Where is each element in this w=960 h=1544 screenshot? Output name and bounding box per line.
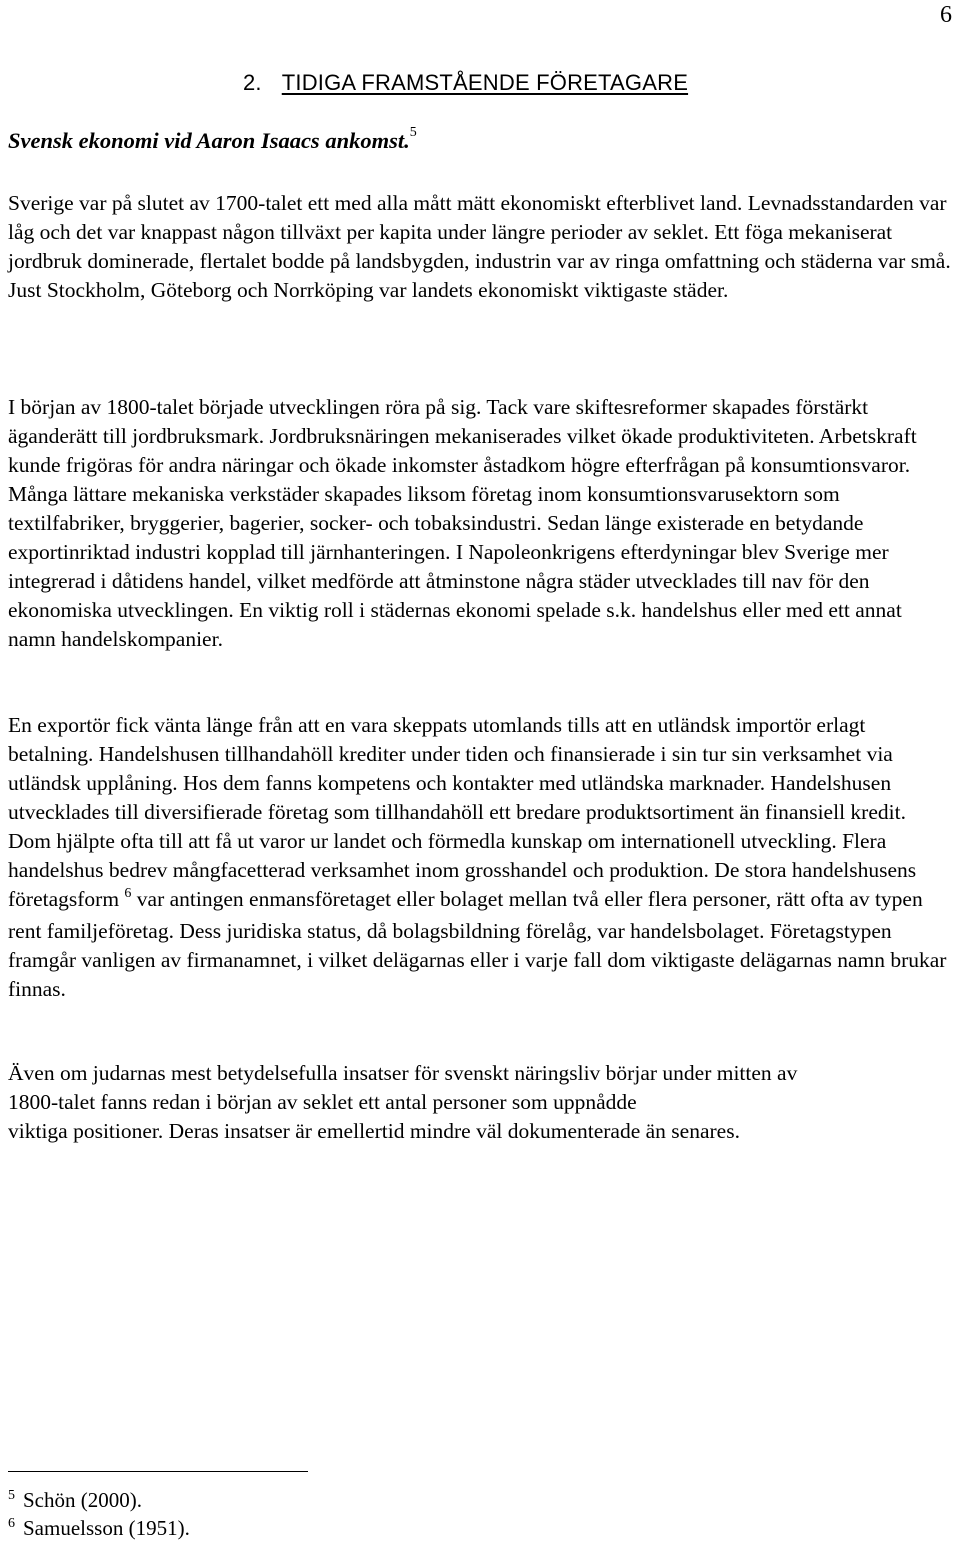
footnote-6-mark: 6 [8, 1516, 15, 1531]
paragraph-4 [8, 1059, 952, 1146]
footnote-ref-6[interactable]: 6 [124, 886, 132, 901]
paragraph-4-line-2: 1800-talet fanns redan i början av seklet ett antal personer som uppnådde [8, 1090, 637, 1114]
footnote-5 [8, 1488, 142, 1516]
paragraph-2: I början av 1800-talet började utvecklingen röra på sig. Tack vare skiftesreformer skapades förstärkt äganderätt till jordbruksmark. Jordbruksnäringen mekaniserades vilket ökade produktiviteten. Arbetskraft kunde frigöras för andra näringar och ökade inkomster åstadkom högre efterfrågan på konsumtionsvaror. Många lättare mekaniska verkstäder skapades liksom företag inom konsumtionsvarusektorn som textilfabriker, bryggerier, bagerier, socker- och tobaksindustri. Sedan länge existerade en betydande exportinriktad industri kopplad till järnhanteringen. I Napoleonkrigens efterdyningar blev Sverige mer integrerad i dåtidens handel, vilket medförde att åtminstone några städer utvecklades till nav för den ekonomiska utvecklingen. En viktig roll i städernas ekonomi spelade s.k. handelshus eller med ett annat namn handelskompanier. [8, 395, 917, 651]
footnote-5-text: Schön (2000). [23, 1488, 142, 1512]
section-title: Svensk ekonomi vid Aaron Isaacs ankomst. [8, 128, 410, 153]
footnote-ref-5[interactable]: 5 [409, 124, 417, 140]
paragraph-3-text-before: En exportör fick vänta länge från att en vara skeppats utomlands tills att en utländsk importör erlagt betalning. Handelshusen tillhandahöll krediter under tiden och finansierade i sin tur sin verksamhet via utländsk upplåning. Hos dem fanns kompetens och kontakter med utländska marknader. Handelshusen utvecklades till diversifierade företag som tillhandahöll ett bredare produktsortiment än finansiell kredit. Dom hjälpte ofta till att få ut varor ur landet och förmedla kunskap om internationell utveckling. Flera handelshus bedrev mångfacetterad verksamhet inom grosshandel och produktion. De stora handelshusens företagsform [8, 713, 917, 911]
paragraph-3 [8, 711, 952, 1004]
paragraph-3-text-after: var antingen enmansföretaget eller bolaget mellan två eller flera personer, rätt ofta av typen rent familjeföretag. Dess juridiska status, då bolagsbildning förelåg, var handelsbolaget. Företagstypen framgår vanligen av firmanamnet, i vilket delägarnas eller i varje fall dom viktigaste delägarnas namn brukar finnas. [8, 887, 947, 1001]
chapter-number: 2. [243, 70, 262, 95]
footnote-6 [8, 1516, 190, 1544]
footnote-6-text: Samuelsson (1951). [23, 1516, 190, 1540]
page-number: 6 [940, 2, 952, 28]
section-heading [8, 124, 417, 154]
paragraph-1: Sverige var på slutet av 1700-talet ett med alla mått mätt ekonomiskt efterblivet land. Levnadsstandarden var låg och det var knappast någon tillväxt per kapita under längre perioder av seklet. Ett föga mekaniserat jordbruk dominerade, flertalet bodde på landsbygden, industrin var av ringa omfattning och städerna var små. Just Stockholm, Göteborg och Norrköping var landets ekonomiskt viktigaste städer. [8, 191, 951, 302]
paragraph-4-line-1: Även om judarnas mest betydelsefulla insatser för svenskt näringsliv börjar under mitten av [8, 1061, 798, 1085]
footnote-separator [8, 1471, 308, 1472]
chapter-heading [243, 70, 688, 96]
paragraph-4-line-3: viktiga positioner. Deras insatser är emellertid mindre väl dokumenterade än senares. [8, 1119, 740, 1143]
footnote-5-mark: 5 [8, 1488, 15, 1503]
chapter-title: TIDIGA FRAMSTÅENDE FÖRETAGARE [281, 70, 689, 95]
